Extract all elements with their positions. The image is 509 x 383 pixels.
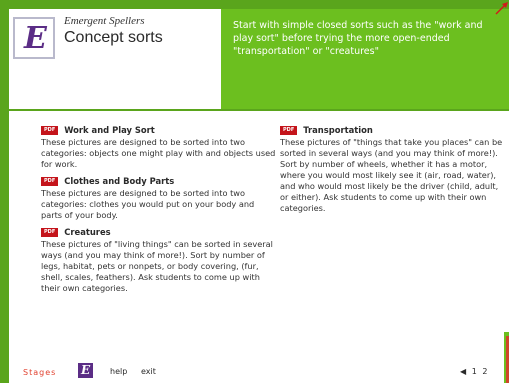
main-content (9, 109, 509, 383)
footer-bar (9, 363, 509, 383)
left-frame-bar (0, 0, 9, 383)
page-2-link[interactable]: 2 (482, 367, 488, 376)
footer-e-icon[interactable] (78, 363, 93, 378)
sort-link-transportation[interactable]: Transportation (303, 125, 373, 135)
sort-link-clothes-body[interactable]: Clothes and Body Parts (64, 176, 175, 186)
list-item (41, 125, 276, 170)
item-description: These pictures of "things that take you places" can be sorted in several ways (and you may think of more!). Sort by number of wheels, whether it has a motor, where you would most likely see it (air, road, water), and who would most likely be the driver (child, adult, or either). Ask students to come up with their own categories. (280, 137, 503, 213)
item-description: These pictures of "living things" can be sorted in several ways (and you may think of more!). Sort by number of legs, habitat, pets or nonpets, or body covering, (fur, shell, scales, feathers). Ask students to come up with their own categories. (41, 239, 273, 293)
exit-link[interactable]: exit (141, 367, 156, 376)
page-1-link[interactable]: 1 (471, 367, 477, 376)
left-column (41, 125, 276, 300)
top-frame-bar (0, 0, 509, 9)
e-logo-icon (13, 17, 55, 59)
section-subtitle: Emergent Spellers (64, 15, 145, 27)
intro-text: Start with simple closed sorts such as the "work and play sort" before trying the more open-ended "transportation" or "creatures" (233, 20, 483, 57)
pdf-icon[interactable]: PDF (280, 126, 297, 135)
corner-arrow-icon (495, 1, 509, 15)
pager (457, 367, 487, 376)
stages-link[interactable]: Stages (23, 368, 57, 377)
list-item (41, 227, 276, 294)
list-item (280, 125, 509, 214)
prev-page-icon[interactable]: ◀ (460, 367, 467, 376)
page-title: Concept sorts (64, 29, 163, 46)
logo-letter: E (24, 21, 47, 56)
footer-e-letter: E (81, 363, 91, 377)
right-column (280, 125, 509, 220)
list-item (41, 176, 276, 221)
header-logo-area (9, 9, 221, 109)
sort-link-creatures[interactable]: Creatures (64, 227, 111, 237)
sort-link-work-play[interactable]: Work and Play Sort (64, 125, 155, 135)
pdf-icon[interactable]: PDF (41, 126, 58, 135)
item-description: These pictures are designed to be sorted into two categories: clothes you would put on your body and parts of your body. (41, 188, 255, 220)
intro-panel (221, 9, 509, 109)
help-link[interactable]: help (110, 367, 128, 376)
pdf-icon[interactable]: PDF (41, 177, 58, 186)
item-description: These pictures are designed to be sorted into two categories: objects one might play with and objects used for work. (41, 137, 276, 169)
pdf-icon[interactable]: PDF (41, 228, 58, 237)
